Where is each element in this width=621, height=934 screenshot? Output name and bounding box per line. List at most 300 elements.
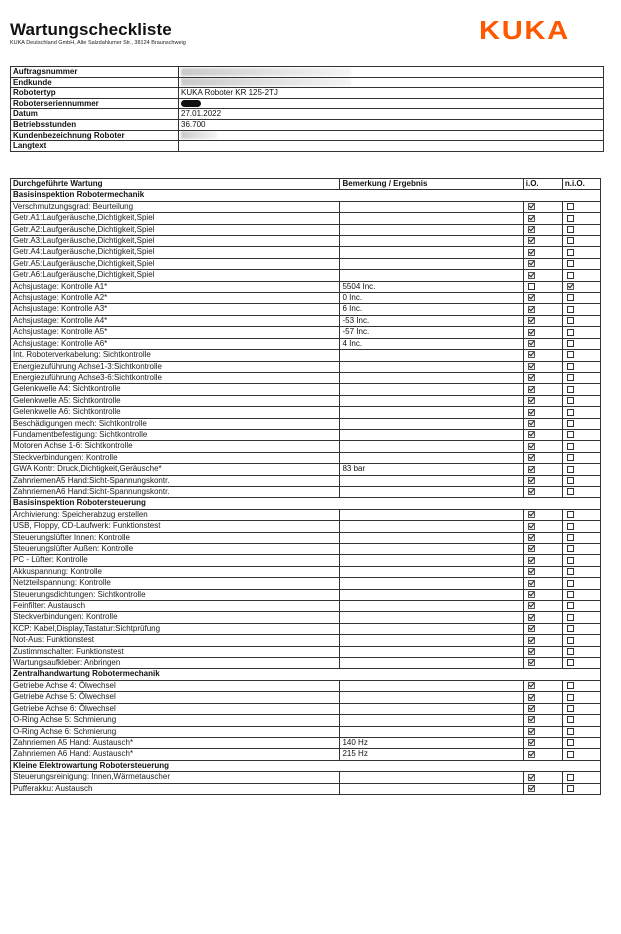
nio-checkbox[interactable] bbox=[567, 431, 574, 438]
io-checkbox[interactable] bbox=[528, 739, 535, 746]
maintenance-task: KCP: Kabel,Display,Tastatur:Sichtprüfung bbox=[11, 623, 340, 634]
remark-result bbox=[340, 350, 523, 361]
nio-cell bbox=[562, 270, 600, 281]
nio-checkbox[interactable] bbox=[567, 545, 574, 552]
checklist-row bbox=[11, 293, 601, 304]
redacted-value bbox=[181, 100, 201, 107]
io-cell bbox=[523, 703, 562, 714]
checklist-row bbox=[11, 213, 601, 224]
io-checkbox[interactable] bbox=[528, 386, 535, 393]
maintenance-task: Getr.A3:Laufgeräusche,Dichtigkeit,Spiel bbox=[11, 236, 340, 247]
nio-checkbox[interactable] bbox=[567, 774, 574, 781]
io-checkbox[interactable] bbox=[528, 283, 535, 290]
remark-result bbox=[340, 452, 523, 463]
checklist-row bbox=[11, 486, 601, 497]
nio-checkbox[interactable] bbox=[567, 317, 574, 324]
checklist-row bbox=[11, 772, 601, 783]
nio-checkbox[interactable] bbox=[567, 728, 574, 735]
kuka-logo: KUKA bbox=[479, 15, 570, 45]
nio-checkbox[interactable] bbox=[567, 294, 574, 301]
io-cell bbox=[523, 646, 562, 657]
maintenance-task: Getr.A4:Laufgeräusche,Dichtigkeit,Spiel bbox=[11, 247, 340, 258]
maintenance-task: Steuerungslüfter Innen: Kontrolle bbox=[11, 532, 340, 543]
nio-checkbox[interactable] bbox=[567, 363, 574, 370]
maintenance-task: Feinfilter: Austausch bbox=[11, 601, 340, 612]
io-checkbox[interactable] bbox=[528, 557, 535, 564]
maintenance-task: USB, Floppy, CD-Laufwerk: Funktionstest bbox=[11, 521, 340, 532]
nio-checkbox[interactable] bbox=[567, 694, 574, 701]
remark-result bbox=[340, 692, 523, 703]
nio-checkbox[interactable] bbox=[567, 272, 574, 279]
checklist-row bbox=[11, 201, 601, 212]
checklist-row bbox=[11, 737, 601, 748]
io-checkbox[interactable] bbox=[528, 409, 535, 416]
io-checkbox[interactable] bbox=[528, 785, 535, 792]
maintenance-task: Not-Aus: Funktionstest bbox=[11, 635, 340, 646]
nio-checkbox[interactable] bbox=[567, 397, 574, 404]
nio-checkbox[interactable] bbox=[567, 614, 574, 621]
io-cell bbox=[523, 737, 562, 748]
maintenance-task: Energiezuführung Achse1-3:Sichtkontrolle bbox=[11, 361, 340, 372]
nio-checkbox[interactable] bbox=[567, 534, 574, 541]
nio-checkbox[interactable] bbox=[567, 306, 574, 313]
io-checkbox[interactable] bbox=[528, 306, 535, 313]
io-checkbox[interactable] bbox=[528, 329, 535, 336]
redacted-value bbox=[181, 68, 351, 76]
remark-result bbox=[340, 429, 523, 440]
nio-cell bbox=[562, 555, 600, 566]
io-checkbox[interactable] bbox=[528, 203, 535, 210]
io-cell bbox=[523, 407, 562, 418]
remark-result bbox=[340, 509, 523, 520]
nio-cell bbox=[562, 293, 600, 304]
io-cell bbox=[523, 509, 562, 520]
io-checkbox[interactable] bbox=[528, 625, 535, 632]
maintenance-task: ZahnriemenA6 Hand:Sicht-Spannungskontr. bbox=[11, 486, 340, 497]
nio-checkbox[interactable] bbox=[567, 249, 574, 256]
io-cell bbox=[523, 350, 562, 361]
info-value-text: 27.01.2022 bbox=[181, 109, 222, 119]
io-checkbox[interactable] bbox=[528, 648, 535, 655]
checklist-row bbox=[11, 692, 601, 703]
nio-checkbox[interactable] bbox=[567, 625, 574, 632]
io-cell bbox=[523, 601, 562, 612]
nio-cell bbox=[562, 384, 600, 395]
maintenance-task: Getriebe Achse 6: Ölwechsel bbox=[11, 703, 340, 714]
io-cell bbox=[523, 224, 562, 235]
io-cell bbox=[523, 692, 562, 703]
maintenance-task: ZahnriemenA5 Hand:Sicht-Spannungskontr. bbox=[11, 475, 340, 486]
maintenance-task: Steckverbindungen: Kontrolle bbox=[11, 612, 340, 623]
nio-checkbox[interactable] bbox=[567, 580, 574, 587]
nio-checkbox[interactable] bbox=[567, 420, 574, 427]
io-checkbox[interactable] bbox=[528, 511, 535, 518]
remark-result bbox=[340, 521, 523, 532]
nio-checkbox[interactable] bbox=[567, 705, 574, 712]
section-title: Basisinspektion Robotersteuerung bbox=[11, 498, 601, 509]
checklist-row bbox=[11, 783, 601, 794]
nio-cell bbox=[562, 658, 600, 669]
maintenance-task: Akkuspannung: Kontrolle bbox=[11, 566, 340, 577]
checklist-row bbox=[11, 601, 601, 612]
checklist-row bbox=[11, 646, 601, 657]
remark-result bbox=[340, 635, 523, 646]
remark-result bbox=[340, 566, 523, 577]
checklist-row bbox=[11, 236, 601, 247]
checklist-row bbox=[11, 475, 601, 486]
remark-result bbox=[340, 646, 523, 657]
remark-result bbox=[340, 726, 523, 737]
io-checkbox[interactable] bbox=[528, 477, 535, 484]
io-checkbox[interactable] bbox=[528, 568, 535, 575]
nio-checkbox[interactable] bbox=[567, 716, 574, 723]
nio-checkbox[interactable] bbox=[567, 215, 574, 222]
io-checkbox[interactable] bbox=[528, 774, 535, 781]
nio-cell bbox=[562, 338, 600, 349]
nio-checkbox[interactable] bbox=[567, 329, 574, 336]
maintenance-task: Getr.A1:Laufgeräusche,Dichtigkeit,Spiel bbox=[11, 213, 340, 224]
remark-result bbox=[340, 680, 523, 691]
nio-cell bbox=[562, 247, 600, 258]
section-title: Zentralhandwartung Robotermechanik bbox=[11, 669, 601, 680]
checklist-row bbox=[11, 532, 601, 543]
nio-checkbox[interactable] bbox=[567, 203, 574, 210]
io-cell bbox=[523, 270, 562, 281]
io-checkbox[interactable] bbox=[528, 705, 535, 712]
io-cell bbox=[523, 578, 562, 589]
io-checkbox[interactable] bbox=[528, 294, 535, 301]
nio-checkbox[interactable] bbox=[567, 591, 574, 598]
io-checkbox[interactable] bbox=[528, 488, 535, 495]
io-checkbox[interactable] bbox=[528, 317, 535, 324]
io-cell bbox=[523, 589, 562, 600]
maintenance-task: Archivierung: Speicherabzug erstellen bbox=[11, 509, 340, 520]
remark-result bbox=[340, 224, 523, 235]
io-cell bbox=[523, 395, 562, 406]
remark-result bbox=[340, 601, 523, 612]
io-cell bbox=[523, 749, 562, 760]
io-cell bbox=[523, 715, 562, 726]
remark-result bbox=[340, 486, 523, 497]
remark-result bbox=[340, 715, 523, 726]
maintenance-task: O-Ring Achse 6: Schmierung bbox=[11, 726, 340, 737]
checklist-row bbox=[11, 350, 601, 361]
io-cell bbox=[523, 327, 562, 338]
maintenance-checklist-table bbox=[10, 178, 601, 795]
io-checkbox[interactable] bbox=[528, 431, 535, 438]
checklist-row bbox=[11, 361, 601, 372]
io-checkbox[interactable] bbox=[528, 374, 535, 381]
remark-result bbox=[340, 475, 523, 486]
remark-result bbox=[340, 270, 523, 281]
remark-result bbox=[340, 532, 523, 543]
nio-cell bbox=[562, 509, 600, 520]
maintenance-task: Steuerungsreinigung: Innen,Wärmetauscher bbox=[11, 772, 340, 783]
nio-cell bbox=[562, 578, 600, 589]
remark-result: 0 Inc. bbox=[340, 293, 523, 304]
checklist-row bbox=[11, 623, 601, 634]
info-row bbox=[11, 67, 604, 78]
remark-result: -57 Inc. bbox=[340, 327, 523, 338]
nio-cell bbox=[562, 715, 600, 726]
nio-cell bbox=[562, 315, 600, 326]
info-value bbox=[179, 119, 604, 130]
info-value bbox=[179, 98, 604, 109]
io-checkbox[interactable] bbox=[528, 363, 535, 370]
info-value bbox=[179, 130, 604, 141]
section-header-row bbox=[11, 190, 601, 201]
nio-checkbox[interactable] bbox=[567, 682, 574, 689]
io-checkbox[interactable] bbox=[528, 682, 535, 689]
io-cell bbox=[523, 635, 562, 646]
io-cell bbox=[523, 680, 562, 691]
checklist-row bbox=[11, 658, 601, 669]
maintenance-task: Zahnriemen A6 Hand: Austausch* bbox=[11, 749, 340, 760]
column-header-nio: n.i.O. bbox=[562, 179, 600, 190]
maintenance-task: Zustimmschalter: Funktionstest bbox=[11, 646, 340, 657]
remark-result bbox=[340, 578, 523, 589]
info-row bbox=[11, 88, 604, 99]
nio-checkbox[interactable] bbox=[567, 785, 574, 792]
io-cell bbox=[523, 521, 562, 532]
checklist-row bbox=[11, 258, 601, 269]
io-checkbox[interactable] bbox=[528, 602, 535, 609]
remark-result bbox=[340, 772, 523, 783]
io-cell bbox=[523, 361, 562, 372]
io-cell bbox=[523, 475, 562, 486]
io-checkbox[interactable] bbox=[528, 614, 535, 621]
io-cell bbox=[523, 486, 562, 497]
nio-checkbox[interactable] bbox=[567, 340, 574, 347]
info-value-text: 36.700 bbox=[181, 119, 206, 129]
io-checkbox[interactable] bbox=[528, 659, 535, 666]
nio-cell bbox=[562, 749, 600, 760]
checklist-row bbox=[11, 509, 601, 520]
maintenance-task: Getr.A6:Laufgeräusche,Dichtigkeit,Spiel bbox=[11, 270, 340, 281]
nio-checkbox[interactable] bbox=[567, 739, 574, 746]
checklist-row bbox=[11, 680, 601, 691]
maintenance-task: O-Ring Achse 5: Schmierung bbox=[11, 715, 340, 726]
checklist-row bbox=[11, 407, 601, 418]
nio-checkbox[interactable] bbox=[567, 557, 574, 564]
checklist-row bbox=[11, 372, 601, 383]
maintenance-task: Achsjustage: Kontrolle A5* bbox=[11, 327, 340, 338]
nio-checkbox[interactable] bbox=[567, 226, 574, 233]
nio-checkbox[interactable] bbox=[567, 488, 574, 495]
io-cell bbox=[523, 612, 562, 623]
remark-result: 140 Hz bbox=[340, 737, 523, 748]
checklist-row bbox=[11, 589, 601, 600]
checklist-row bbox=[11, 703, 601, 714]
checklist-row bbox=[11, 270, 601, 281]
io-checkbox[interactable] bbox=[528, 728, 535, 735]
remark-result bbox=[340, 623, 523, 634]
info-row bbox=[11, 130, 604, 141]
checklist-row bbox=[11, 521, 601, 532]
info-label: Betriebsstunden bbox=[11, 119, 179, 130]
io-checkbox[interactable] bbox=[528, 397, 535, 404]
io-checkbox[interactable] bbox=[528, 215, 535, 222]
io-checkbox[interactable] bbox=[528, 249, 535, 256]
maintenance-task: PC - Lüfter: Kontrolle bbox=[11, 555, 340, 566]
io-cell bbox=[523, 338, 562, 349]
io-cell bbox=[523, 201, 562, 212]
info-row bbox=[11, 77, 604, 88]
nio-checkbox[interactable] bbox=[567, 602, 574, 609]
checklist-row bbox=[11, 578, 601, 589]
maintenance-task: Gelenkwelle A5: Sichtkontrolle bbox=[11, 395, 340, 406]
section-header-row bbox=[11, 760, 601, 771]
checklist-row bbox=[11, 441, 601, 452]
nio-checkbox[interactable] bbox=[567, 409, 574, 416]
nio-cell bbox=[562, 772, 600, 783]
nio-checkbox[interactable] bbox=[567, 523, 574, 530]
io-checkbox[interactable] bbox=[528, 694, 535, 701]
maintenance-task: Steckverbindungen: Kontrolle bbox=[11, 452, 340, 463]
section-header-row bbox=[11, 498, 601, 509]
nio-checkbox[interactable] bbox=[567, 283, 574, 290]
nio-checkbox[interactable] bbox=[567, 648, 574, 655]
io-checkbox[interactable] bbox=[528, 226, 535, 233]
io-cell bbox=[523, 441, 562, 452]
remark-result bbox=[340, 441, 523, 452]
io-cell bbox=[523, 429, 562, 440]
nio-checkbox[interactable] bbox=[567, 637, 574, 644]
maintenance-task: Steuerungsdichtungen: Sichtkontrolle bbox=[11, 589, 340, 600]
remark-result bbox=[340, 247, 523, 258]
nio-cell bbox=[562, 452, 600, 463]
nio-cell bbox=[562, 623, 600, 634]
nio-cell bbox=[562, 361, 600, 372]
info-row bbox=[11, 98, 604, 109]
checklist-row bbox=[11, 384, 601, 395]
remark-result bbox=[340, 703, 523, 714]
nio-cell bbox=[562, 646, 600, 657]
info-value bbox=[179, 88, 604, 99]
nio-checkbox[interactable] bbox=[567, 374, 574, 381]
io-cell bbox=[523, 281, 562, 292]
nio-cell bbox=[562, 726, 600, 737]
nio-cell bbox=[562, 429, 600, 440]
nio-cell bbox=[562, 783, 600, 794]
io-checkbox[interactable] bbox=[528, 523, 535, 530]
info-label: Roboterseriennummer bbox=[11, 98, 179, 109]
io-checkbox[interactable] bbox=[528, 716, 535, 723]
nio-checkbox[interactable] bbox=[567, 466, 574, 473]
nio-cell bbox=[562, 544, 600, 555]
io-cell bbox=[523, 418, 562, 429]
nio-cell bbox=[562, 407, 600, 418]
info-value bbox=[179, 141, 604, 152]
nio-cell bbox=[562, 327, 600, 338]
info-value-text: KUKA Roboter KR 125-2TJ bbox=[181, 88, 278, 98]
info-value bbox=[179, 109, 604, 120]
nio-checkbox[interactable] bbox=[567, 477, 574, 484]
info-row bbox=[11, 109, 604, 120]
io-checkbox[interactable] bbox=[528, 340, 535, 347]
io-checkbox[interactable] bbox=[528, 591, 535, 598]
nio-cell bbox=[562, 418, 600, 429]
io-checkbox[interactable] bbox=[528, 466, 535, 473]
remark-result bbox=[340, 236, 523, 247]
maintenance-task: Gelenkwelle A4: Sichtkontrolle bbox=[11, 384, 340, 395]
remark-result bbox=[340, 201, 523, 212]
nio-checkbox[interactable] bbox=[567, 386, 574, 393]
nio-checkbox[interactable] bbox=[567, 511, 574, 518]
checklist-row bbox=[11, 327, 601, 338]
nio-cell bbox=[562, 464, 600, 475]
io-checkbox[interactable] bbox=[528, 454, 535, 461]
io-checkbox[interactable] bbox=[528, 580, 535, 587]
maintenance-task: Steuerungslüfter Außen: Kontrolle bbox=[11, 544, 340, 555]
maintenance-task: Pufferakku: Austausch bbox=[11, 783, 340, 794]
io-cell bbox=[523, 555, 562, 566]
io-cell bbox=[523, 236, 562, 247]
checklist-row bbox=[11, 315, 601, 326]
column-header-io: i.O. bbox=[523, 179, 562, 190]
nio-checkbox[interactable] bbox=[567, 454, 574, 461]
maintenance-task: Gelenkwelle A6: Sichtkontrolle bbox=[11, 407, 340, 418]
io-checkbox[interactable] bbox=[528, 751, 535, 758]
nio-cell bbox=[562, 680, 600, 691]
nio-checkbox[interactable] bbox=[567, 751, 574, 758]
remark-result bbox=[340, 658, 523, 669]
nio-cell bbox=[562, 372, 600, 383]
checklist-row bbox=[11, 555, 601, 566]
remark-result bbox=[340, 384, 523, 395]
io-checkbox[interactable] bbox=[528, 637, 535, 644]
checklist-row bbox=[11, 224, 601, 235]
nio-checkbox[interactable] bbox=[567, 568, 574, 575]
io-checkbox[interactable] bbox=[528, 351, 535, 358]
nio-cell bbox=[562, 566, 600, 577]
io-checkbox[interactable] bbox=[528, 420, 535, 427]
maintenance-task: Beschädigungen mech: Sichtkontrolle bbox=[11, 418, 340, 429]
nio-checkbox[interactable] bbox=[567, 443, 574, 450]
io-checkbox[interactable] bbox=[528, 443, 535, 450]
nio-checkbox[interactable] bbox=[567, 659, 574, 666]
remark-result bbox=[340, 783, 523, 794]
remark-result bbox=[340, 361, 523, 372]
maintenance-task: Achsjustage: Kontrolle A1* bbox=[11, 281, 340, 292]
io-checkbox[interactable] bbox=[528, 237, 535, 244]
io-cell bbox=[523, 304, 562, 315]
io-cell bbox=[523, 384, 562, 395]
nio-checkbox[interactable] bbox=[567, 351, 574, 358]
maintenance-task: Wartungsaufkleber: Anbringen bbox=[11, 658, 340, 669]
nio-checkbox[interactable] bbox=[567, 260, 574, 267]
checklist-row bbox=[11, 429, 601, 440]
maintenance-task: Fundamentbefestigung: Sichtkontrolle bbox=[11, 429, 340, 440]
io-checkbox[interactable] bbox=[528, 260, 535, 267]
maintenance-task: Achsjustage: Kontrolle A3* bbox=[11, 304, 340, 315]
nio-checkbox[interactable] bbox=[567, 237, 574, 244]
checklist-row bbox=[11, 395, 601, 406]
io-cell bbox=[523, 452, 562, 463]
maintenance-task: Zahnriemen A5 Hand: Austausch* bbox=[11, 737, 340, 748]
io-checkbox[interactable] bbox=[528, 534, 535, 541]
nio-cell bbox=[562, 236, 600, 247]
maintenance-task: Verschmutzungsgrad: Beurteilung bbox=[11, 201, 340, 212]
io-cell bbox=[523, 623, 562, 634]
document-title: Wartungscheckliste bbox=[10, 20, 172, 39]
nio-cell bbox=[562, 737, 600, 748]
maintenance-task: Motoren Achse 1-6: Sichtkontrolle bbox=[11, 441, 340, 452]
remark-result bbox=[340, 589, 523, 600]
checklist-row bbox=[11, 726, 601, 737]
io-checkbox[interactable] bbox=[528, 545, 535, 552]
io-checkbox[interactable] bbox=[528, 272, 535, 279]
